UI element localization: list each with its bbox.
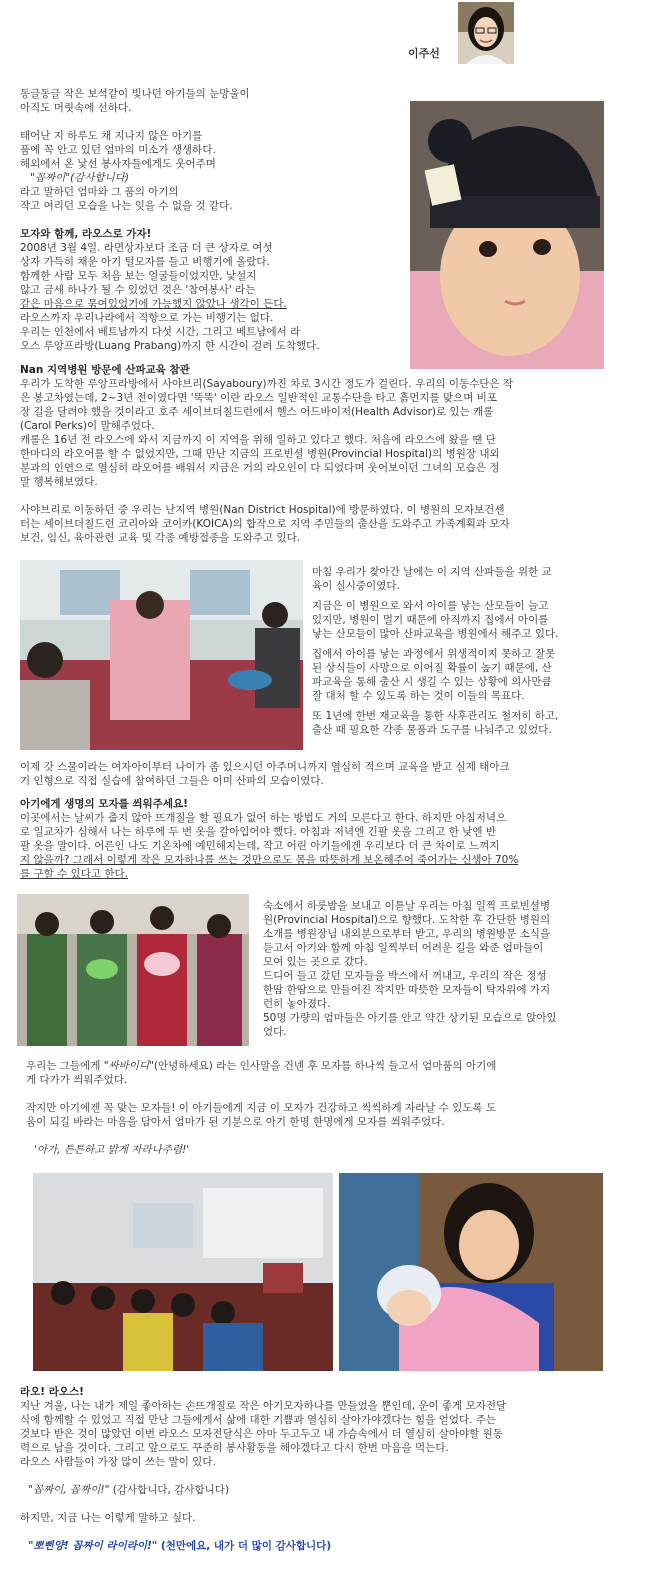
body-line: 우리가 도착한 루앙프라방에서 사야브리(Sayaboury)까진 차로 3시간 정도가 걸린다. 우리의 이동수단은 작 (20, 378, 514, 390)
body-line: 원(Provincial Hospital)으로 향했다. 도착한 후 간단한 병원의 (263, 914, 551, 926)
body-line: 숙소에서 하룻밤을 보내고 이튿날 우리는 아침 일찍 프로빈셜병 (263, 900, 551, 912)
body-line: 지금은 이 병원으로 와서 아이를 낳는 산모들이 늘고 (312, 600, 549, 612)
body-line: 출산 때 필요한 각종 물품과 도구를 나눠주고 있었다. (312, 724, 552, 736)
body-line: 라오스 사람들이 가장 많이 쓰는 말이 있다. (20, 1456, 216, 1468)
body-line: 낳는 산모들이 많아 산파교육을 병원에서 해주고 있다. (312, 628, 559, 640)
greet-pre: 우리는 그들에게 (26, 1060, 104, 1072)
body-line: 된 상식들이 사망으로 이어질 확률이 높기 때문에, 산 (312, 662, 552, 674)
body-line: 지난 겨울, 나는 내가 제일 좋아하는 손뜨개질로 작은 아기모자하나를 만들었을 뿐인데, 운이 좋게 모자전달 (20, 1400, 507, 1412)
body-line: 말 행복해보였다. (20, 476, 98, 488)
mothers-with-babies-photo (17, 894, 249, 1046)
section-midwife-after (20, 760, 640, 788)
body-line: 또 1년에 한번 재교육을 통한 사후관리도 철저히 하고, (312, 710, 559, 722)
intro (20, 87, 400, 213)
body-line: 사야브리로 이동하던 중 우리는 난지역 병원(Nan District Hospital)에 방문하였다. 이 병원의 모자보건센 (20, 504, 505, 516)
body-line: 우리는 인천에서 베트남까지 다섯 시간, 그리고 베트남에서 라 (20, 326, 301, 338)
body-line: 오스 루앙프라방(Luang Prabang)까지 한 시간이 걸려 도착했다. (20, 340, 320, 352)
midwife-training-photo (20, 560, 303, 750)
body-line: (Carol Perks)이 말해주었다. (20, 420, 155, 432)
final-line (20, 1539, 640, 1553)
body-line: 런히 놓아졌다. (263, 998, 331, 1010)
body-line: 한땀 한땀으로 만들어진 작지만 따뜻한 모자들이 탁자위에 가지 (263, 984, 551, 996)
thanks-word: "꼽짜이, 꼽짜이!" (28, 1484, 110, 1496)
intro-line: 아직도 머릿속에 선하다. (20, 102, 132, 114)
section-greeting (26, 1059, 640, 1157)
body-line: 듣고서 아기와 함께 아침 일찍부터 어려운 길을 와준 엄마들이 (263, 942, 544, 954)
body-line: 잘 대처 할 수 있도록 하는 것이 이들의 목표다. (312, 690, 525, 702)
body-line: 지 않을까? 그래서 이렇게 작은 모자하나를 쓰는 것만으로도 몸을 따뜻하게 보온해주어 죽어가는 신생아 70% (20, 854, 519, 866)
body-line: 상자 가득히 채운 아기 털모자를 들고 비행기에 올랐다. (20, 256, 270, 268)
body-line: 이곳에서는 날씨가 춥지 않아 뜨개질을 할 필요가 없어 하는 방법도 거의 모른다고 한다. 하지만 아침저녁으 (20, 812, 507, 824)
body-line: 팔 옷을 말이다. 어른인 나도 기온차에 예민해지는데, 작고 어린 아기들에겐 우리보다 더 큰 차이로 느껴지 (20, 840, 500, 852)
section-nan-hospital (20, 363, 640, 545)
intro-line: 동글동글 작은 보석같이 빛나던 아기들의 눈망울이 (20, 88, 250, 100)
body-line: 함께한 사람 모두 처음 보는 얼굴들이었지만, 낯설지 (20, 270, 257, 282)
body-line: 작지만 아기에겐 꼭 맞는 모자들! 이 아기들에게 지금 이 모자가 건강하고 씩씩하게 자라날 수 있도록 도 (26, 1102, 497, 1114)
body-line: 한마디의 라오어를 할 수 없었지만, 그때 만난 지금의 프로빈셜 병원(Provincial Hospital)의 병원장 내외 (20, 448, 500, 460)
section-heading: 모자와 함께, 라오스로 가자! (20, 228, 152, 240)
body-line: 50명 가량의 엄마들은 아기를 안고 약간 상기된 모습으로 앉아있 (263, 1012, 557, 1024)
section-lao (20, 1385, 640, 1553)
intro-line: 태어난 지 하루도 채 지나지 않은 아기를 (20, 130, 203, 142)
intro-line: 라고 말하던 엄마와 그 품의 아기의 (20, 186, 179, 198)
body-line: 분과의 인연으로 열심히 라오어를 배워서 지금은 거의 라오인이 다 되었다며 웃어보이던 그녀의 모습은 정 (20, 462, 500, 474)
body-line: 2008년 3월 4일. 라면상자보다 조금 더 큰 상자로 여섯 (20, 242, 273, 254)
author-name: 이주선 (408, 47, 440, 60)
final-meaning: (천만에요, 내가 더 많이 감사합니다) (160, 1540, 332, 1552)
section-midwife-side (312, 565, 642, 737)
final-word: "뽀삔양! 꼽짜이 라이라이!" (28, 1540, 158, 1552)
body-line: 캐롤은 16년 전 라오스에 와서 지금까지 이 지역을 위해 일하고 있다고 했다. 처음에 라오스에 왔을 땐 단 (20, 434, 496, 446)
body-line: 마침 우리가 찾아간 날에는 이 지역 산파들을 위한 교 (312, 566, 552, 578)
section-trip (20, 227, 404, 353)
wish-quote: '아가, 튼튼하고 밝게 자라나주렴!' (34, 1144, 190, 1156)
author-portrait (458, 2, 514, 64)
intro-quote: "꼽짜이"(감사합니다) (30, 172, 129, 184)
body-line: 같은 마음으로 묶여있었기에 가능했지 않았나 생각이 든다. (20, 298, 287, 310)
body-line: 터는 세이브더칠드런 코리아와 코이카(KOICA)의 합작으로 지역 주민들의 출산을 도와주고 가족계획과 모자 (20, 518, 510, 530)
baby-in-knit-hat-photo (410, 101, 604, 369)
body-line: 있지만, 병원이 멀기 때문에 아직까지 집에서 아이를 (312, 614, 549, 626)
thanks-meaning: (감사합니다, 감사합니다) (112, 1484, 230, 1496)
section-hat-life (20, 797, 640, 881)
thanks-line (20, 1483, 640, 1497)
body-line: 육이 실시중이였다. (312, 580, 400, 592)
greet-word: "싸바이디" (103, 1060, 154, 1072)
body-line: 력으로 남을 것이다. 그리고 앞으로도 꾸준히 봉사활동을 해야겠다고 다시 한번 마음을 먹는다. (20, 1442, 449, 1454)
greet-post: (안녕하세요) 라는 인사말을 건넨 후 모자를 하나씩 들고서 엄마품의 아기에 (153, 1060, 497, 1072)
section-provincial-side (263, 899, 643, 1039)
body-line: 이제 갓 스물이라는 여자아이부터 나이가 좀 있으시던 아주머니까지 열심히 적으며 교육을 받고 실제 태아크 (20, 761, 510, 773)
body-line: 라오스까지 우리나라에서 직항으로 가는 비행기는 없다. (20, 312, 274, 324)
section-heading: 아기에게 생명의 모자를 씌워주세요! (20, 798, 188, 810)
section-heading: Nan 지역병원 방문에 산파교육 참관 (20, 364, 190, 376)
body-line: 로 일교차가 심해서 나는 하루에 두 번 옷을 갈아입어야 했다. 아침과 저녁엔 긴팔 옷을 그리고 한 낮엔 반 (20, 826, 496, 838)
body-line: 파교육을 통해 출산 시 생길 수 있는 상황에 의사만큼 (312, 676, 552, 688)
body-line: 것보다 받은 것이 많았던 이번 라오스 모자전달식은 아마 두고두고 내 가슴속에서 더 열심히 살아야할 원동 (20, 1428, 503, 1440)
body-line: 모여 있는 곳으로 갔다. (263, 956, 368, 968)
intro-line: 해외에서 온 낯선 봉사자들에게도 웃어주며 (20, 158, 216, 170)
body-line: 를 구할 수 있다고 한다. (20, 868, 128, 880)
body-line: 기 인형으로 직접 실습에 참여하던 그들은 이미 산파의 모습이였다. (20, 775, 324, 787)
section-heading: 라오! 라오스! (20, 1386, 84, 1398)
body-line: 식에 함께할 수 있었고 직접 만난 그들에게서 삶에 대한 기쁨과 열심히 살아가야겠다는 힘을 얻었다. 주는 (20, 1414, 497, 1426)
body-line: 집에서 아이를 낳는 과정에서 위생적이지 못하고 잘못 (312, 648, 556, 660)
body-line: 보건, 임신, 육아관련 교육 및 각종 예방접종을 도와주고 있다. (20, 532, 301, 544)
body-line: 않고 금세 하나가 될 수 있었던 것은 '참여봉사' 라는 (20, 284, 256, 296)
intro-line: 품에 꼭 안고 있던 엄마의 미소가 생생하다. (20, 144, 216, 156)
intro-line: 작고 여리던 모습을 나는 잊을 수 없을 것 같다. (20, 200, 233, 212)
body-line: 소개를 병원장님 내외분으로부터 받고, 우리의 병원방문 소식을 (263, 928, 551, 940)
body-line: 장 길을 달려야 했을 것이라고 호주 세이브더칠드런에서 헬스 어드바이저(Health Advisor)로 있는 캐롤 (20, 406, 494, 418)
body-line: 움이 되길 바라는 마음을 담아서 엄마가 된 기분으로 아기 한명 한명에게 모자를 씌워주었다. (26, 1116, 445, 1128)
mother-and-baby-photo (339, 1173, 603, 1371)
body-line: 하지만, 지금 나는 이렇게 말하고 싶다. (20, 1512, 196, 1524)
body-line: 었다. (263, 1026, 287, 1038)
hat-ceremony-hall-photo (33, 1173, 333, 1371)
body-line: 은 봉고차였는데, 2~3년 전이였다면 '뚝뚝' 이란 라오스 일반적인 교통수단을 타고 흙먼지를 맞으며 비포 (20, 392, 498, 404)
body-line: 게 다가가 씌워주었다. (26, 1074, 128, 1086)
body-line (26, 1059, 640, 1073)
body-line: 드디어 들고 갔던 모자들을 박스에서 꺼내고, 우리의 작은 정성 (263, 970, 547, 982)
